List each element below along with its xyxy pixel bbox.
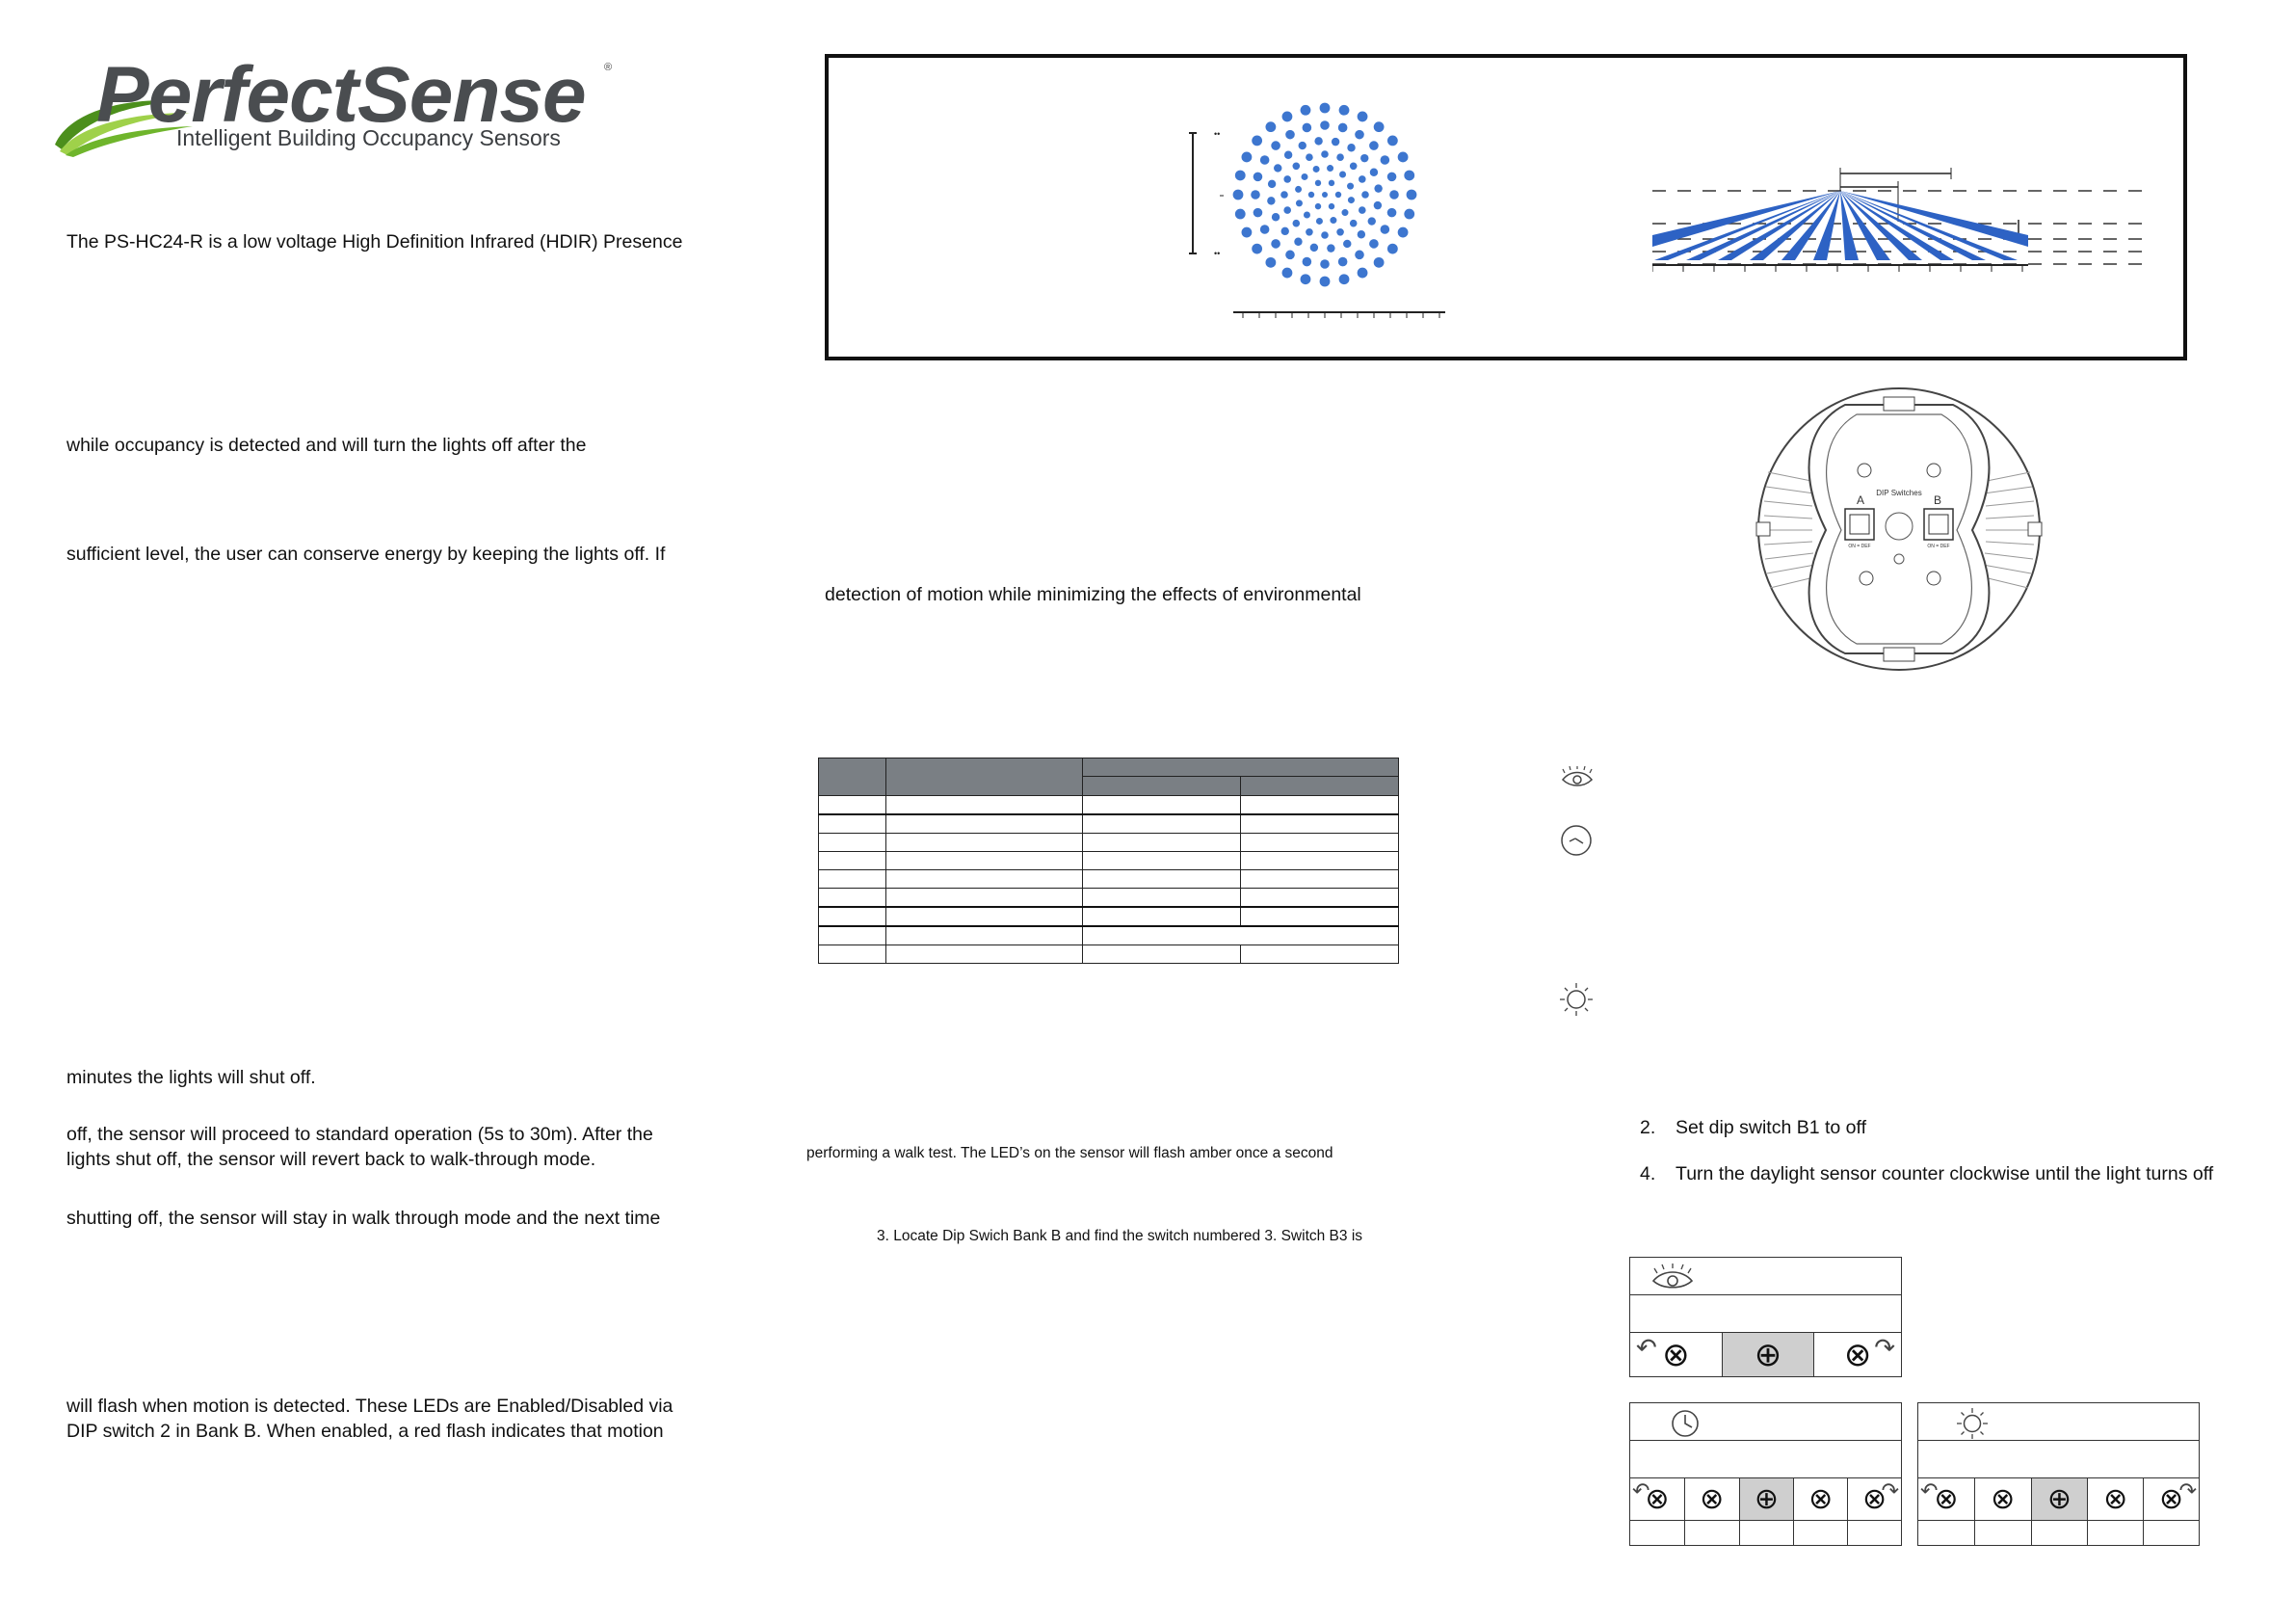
coverage-dot <box>1285 251 1295 260</box>
walk-test-paragraph: performing a walk test. The LED’s on the sensor will flash amber once a second <box>806 1145 1333 1161</box>
coverage-dot <box>1281 227 1289 235</box>
dial-position-off: ⊗ <box>1794 1478 1848 1521</box>
coverage-dot <box>1283 206 1291 214</box>
coverage-dot <box>1339 172 1346 178</box>
time-delay-dial-table <box>1629 1402 1902 1546</box>
coverage-dot <box>1360 154 1368 162</box>
table-row <box>819 796 1399 815</box>
coverage-dot <box>1254 173 1263 182</box>
coverage-dot <box>1320 259 1330 269</box>
step-2-text: Set dip switch B1 to off <box>1676 1117 1866 1138</box>
daylight-paragraph: sufficient level, the user can conserve energy by keeping the lights off. If <box>66 544 666 565</box>
coverage-dot <box>1350 163 1358 171</box>
coverage-dot <box>1339 105 1350 116</box>
coverage-dot <box>1293 220 1301 227</box>
bank-a-switch-label: ON = DEF <box>1848 544 1871 549</box>
coverage-dot <box>1358 230 1365 238</box>
side-view-pattern <box>1652 125 2144 279</box>
coverage-diagram <box>825 54 2187 360</box>
table-row <box>819 907 1399 926</box>
walkthrough-line2: lights shut off, the sensor will revert back to walk-through mode. <box>66 1149 596 1170</box>
eye-icon <box>1559 766 1596 789</box>
walkthrough-line1: off, the sensor will proceed to standard operation (5s to 30m). After the <box>66 1124 653 1145</box>
coverage-dot <box>1301 105 1311 116</box>
coverage-dot <box>1265 121 1276 132</box>
table-row <box>819 834 1399 852</box>
operation-paragraph: while occupancy is detected and will turn the lights off after the <box>66 435 587 456</box>
coverage-dot <box>1254 208 1263 218</box>
coverage-dot <box>1233 190 1244 200</box>
coverage-dot <box>1302 173 1308 180</box>
coverage-dot <box>1343 240 1351 248</box>
time-delay-dial-header <box>1630 1403 1902 1441</box>
coverage-dot <box>1358 268 1368 279</box>
svg-text:••: •• <box>1214 249 1221 258</box>
daylight-dial-header <box>1918 1403 2200 1441</box>
dial-position-on: ⊕ <box>1722 1333 1814 1377</box>
coverage-dot <box>1368 217 1376 225</box>
coverage-dot <box>1350 220 1358 227</box>
coverage-dot <box>1285 130 1295 140</box>
table-row <box>819 852 1399 870</box>
dial-position-off: ↶ ⊗ <box>1630 1478 1685 1521</box>
dial-position-off: ⊗ ↷ <box>1848 1478 1902 1521</box>
coverage-dot <box>1322 192 1328 198</box>
coverage-dot <box>1303 123 1312 133</box>
coverage-dot <box>1387 244 1398 254</box>
walkthrough-paragraph: shutting off, the sensor will stay in walk through mode and the next time <box>66 1208 661 1229</box>
coverage-dot <box>1301 274 1311 284</box>
coverage-beam <box>1840 191 1954 260</box>
coverage-dot <box>1374 121 1385 132</box>
sensitivity-dial-positions <box>1630 1333 1902 1377</box>
coverage-dot <box>1260 225 1270 234</box>
coverage-dot <box>1316 218 1323 225</box>
coverage-dot <box>1294 238 1302 246</box>
time-delay-dial-positions <box>1630 1478 1902 1521</box>
coverage-dot <box>1407 190 1417 200</box>
step-4-text: Turn the daylight sensor counter clockwise until the light turns off <box>1676 1163 2214 1184</box>
coverage-dot <box>1235 171 1246 181</box>
intro-paragraph: The PS-HC24-R is a low voltage High Definition Infrared (HDIR) Presence <box>66 231 683 253</box>
coverage-dot <box>1370 169 1378 176</box>
clock-icon <box>1560 824 1593 857</box>
time-delay-dial-row <box>1630 1441 1902 1478</box>
coverage-dot <box>1374 257 1385 268</box>
coverage-dot <box>1329 203 1334 209</box>
dial-position-off: ⊗ ↷ <box>2144 1478 2200 1521</box>
bank-a-label: A <box>1857 493 1865 507</box>
daylight-label-row <box>1918 1521 2200 1546</box>
dip-instruction: 3. Locate Dip Swich Bank B and find the switch numbered 3. Switch B3 is <box>877 1228 1363 1244</box>
table-header-cell <box>1241 776 1399 795</box>
coverage-dot <box>1358 112 1368 122</box>
step-4-number: 4. <box>1640 1163 1656 1184</box>
coverage-dot <box>1299 142 1306 149</box>
coverage-dot <box>1347 183 1354 190</box>
dip-switch-label: DIP Switches <box>1876 489 1922 497</box>
table-row <box>819 814 1399 834</box>
led-line2: DIP switch 2 in Bank B. When enabled, a red flash indicates that motion <box>66 1421 664 1442</box>
coverage-dot <box>1242 152 1253 163</box>
timeout-paragraph: minutes the lights will shut off. <box>66 1067 316 1088</box>
coverage-dot <box>1369 239 1379 249</box>
coverage-dot <box>1387 173 1397 182</box>
coverage-dot <box>1374 201 1382 209</box>
step-2-number: 2. <box>1640 1117 1656 1138</box>
coverage-dot <box>1348 197 1355 203</box>
clock-icon <box>1671 1409 1700 1438</box>
top-view-pattern <box>1185 87 1465 337</box>
coverage-dot <box>1374 184 1382 192</box>
coverage-dot <box>1336 153 1344 161</box>
coverage-dot <box>1242 227 1253 238</box>
coverage-dot <box>1280 191 1288 199</box>
coverage-dot <box>1320 277 1331 287</box>
coverage-dot <box>1355 251 1364 260</box>
coverage-dot <box>1327 165 1333 172</box>
coverage-dot <box>1252 135 1262 146</box>
coverage-dot <box>1283 175 1291 183</box>
table-header-cell <box>1082 776 1241 795</box>
coverage-dot <box>1339 274 1350 284</box>
registered-mark: ® <box>604 62 613 73</box>
dial-position-off: ⊗ <box>1974 1478 2031 1521</box>
dial-position-off: ⊗ <box>2088 1478 2144 1521</box>
coverage-dot <box>1341 209 1348 216</box>
coverage-dot <box>1265 257 1276 268</box>
table-header-cell <box>885 758 1082 796</box>
daylight-dial-positions <box>1918 1478 2200 1521</box>
table-row <box>819 889 1399 908</box>
table-header-cell <box>1082 758 1398 777</box>
dial-position-off: ↶ ⊗ <box>1630 1333 1723 1377</box>
table-row <box>819 870 1399 889</box>
sun-icon <box>1955 1406 1990 1441</box>
coverage-dot <box>1306 228 1313 236</box>
coverage-dot <box>1320 120 1330 130</box>
coverage-dot <box>1251 190 1260 200</box>
bank-b-switch-label: ON = DEF <box>1927 544 1950 549</box>
coverage-dot <box>1332 138 1339 146</box>
coverage-dot <box>1274 164 1281 172</box>
coverage-dot <box>1260 155 1270 165</box>
coverage-dot <box>1404 171 1414 181</box>
bank-b-label: B <box>1934 493 1942 507</box>
coverage-dot <box>1359 175 1366 183</box>
coverage-dot <box>1295 186 1302 193</box>
coverage-dot <box>1336 228 1344 236</box>
dial-position-on: ⊕ <box>2031 1478 2088 1521</box>
coverage-dot <box>1359 206 1366 214</box>
coverage-dot <box>1404 209 1414 220</box>
coverage-dot <box>1338 123 1348 133</box>
coverage-dot <box>1293 163 1301 171</box>
coverage-dot <box>1310 244 1318 252</box>
coverage-dot <box>1314 137 1322 145</box>
sun-icon <box>1558 981 1595 1018</box>
led-line1: will flash when motion is detected. These LEDs are Enabled/Disabled via <box>66 1396 673 1417</box>
coverage-dot <box>1315 203 1321 209</box>
coverage-dot <box>1315 180 1321 186</box>
coverage-dot <box>1387 135 1398 146</box>
coverage-dot <box>1235 209 1246 220</box>
coverage-dot <box>1272 213 1280 221</box>
coverage-dot <box>1306 153 1313 161</box>
coverage-dot <box>1389 190 1399 200</box>
coverage-dot <box>1308 192 1314 198</box>
coverage-dot <box>1304 211 1310 218</box>
coverage-dot <box>1330 217 1336 224</box>
coverage-dot <box>1271 141 1280 150</box>
coverage-dot <box>1296 200 1303 206</box>
svg-text:••: •• <box>1214 129 1221 139</box>
coverage-dot <box>1361 191 1369 199</box>
time-delay-label-row <box>1630 1521 1902 1546</box>
table-row <box>819 926 1399 945</box>
coverage-dot <box>1381 225 1390 234</box>
sensitivity-dial-row <box>1630 1295 1902 1333</box>
coverage-dot <box>1313 166 1320 173</box>
coverage-dot <box>1282 268 1293 279</box>
coverage-dot <box>1347 144 1355 151</box>
coverage-dot <box>1252 244 1262 254</box>
logo-tagline: Intelligent Building Occupancy Sensors <box>176 125 561 150</box>
coverage-dot <box>1321 150 1329 158</box>
coverage-dot <box>1282 112 1293 122</box>
coverage-dot <box>1303 257 1312 267</box>
coverage-dot <box>1335 192 1341 198</box>
sensitivity-dial-header <box>1630 1258 1902 1295</box>
eye-icon <box>1649 1264 1696 1290</box>
coverage-dot <box>1284 151 1292 159</box>
table-header-cell <box>819 758 886 796</box>
coverage-dot <box>1267 197 1275 204</box>
coverage-dot <box>1381 155 1390 165</box>
coverage-dot <box>1321 231 1329 239</box>
sensor-drawing <box>1749 386 2049 673</box>
coverage-dot <box>1398 227 1409 238</box>
coverage-dot <box>1327 244 1334 252</box>
coverage-dot <box>1387 208 1397 218</box>
sensitivity-dial-table <box>1629 1257 1902 1377</box>
dial-position-off: ↶ ⊗ <box>1918 1478 1975 1521</box>
table-row <box>819 945 1399 964</box>
coverage-dot <box>1271 239 1280 249</box>
dial-position-off: ⊗ <box>1684 1478 1739 1521</box>
spec-table <box>818 758 1399 964</box>
detection-paragraph: detection of motion while minimizing the effects of environmental <box>825 584 1361 605</box>
coverage-dot <box>1268 180 1276 188</box>
coverage-dot <box>1329 180 1334 186</box>
coverage-dot <box>1355 130 1364 140</box>
dial-position-on: ⊕ <box>1739 1478 1794 1521</box>
daylight-dial-table <box>1917 1402 2200 1546</box>
daylight-dial-row <box>1918 1441 2200 1478</box>
coverage-dot <box>1338 257 1348 267</box>
coverage-dot <box>1369 141 1379 150</box>
coverage-dot <box>1320 103 1331 114</box>
coverage-dot <box>1398 152 1409 163</box>
table-header-row <box>819 758 1399 777</box>
dial-position-off: ⊗ ↷ <box>1814 1333 1902 1377</box>
logo-wordmark: PerfectSense <box>96 51 586 139</box>
